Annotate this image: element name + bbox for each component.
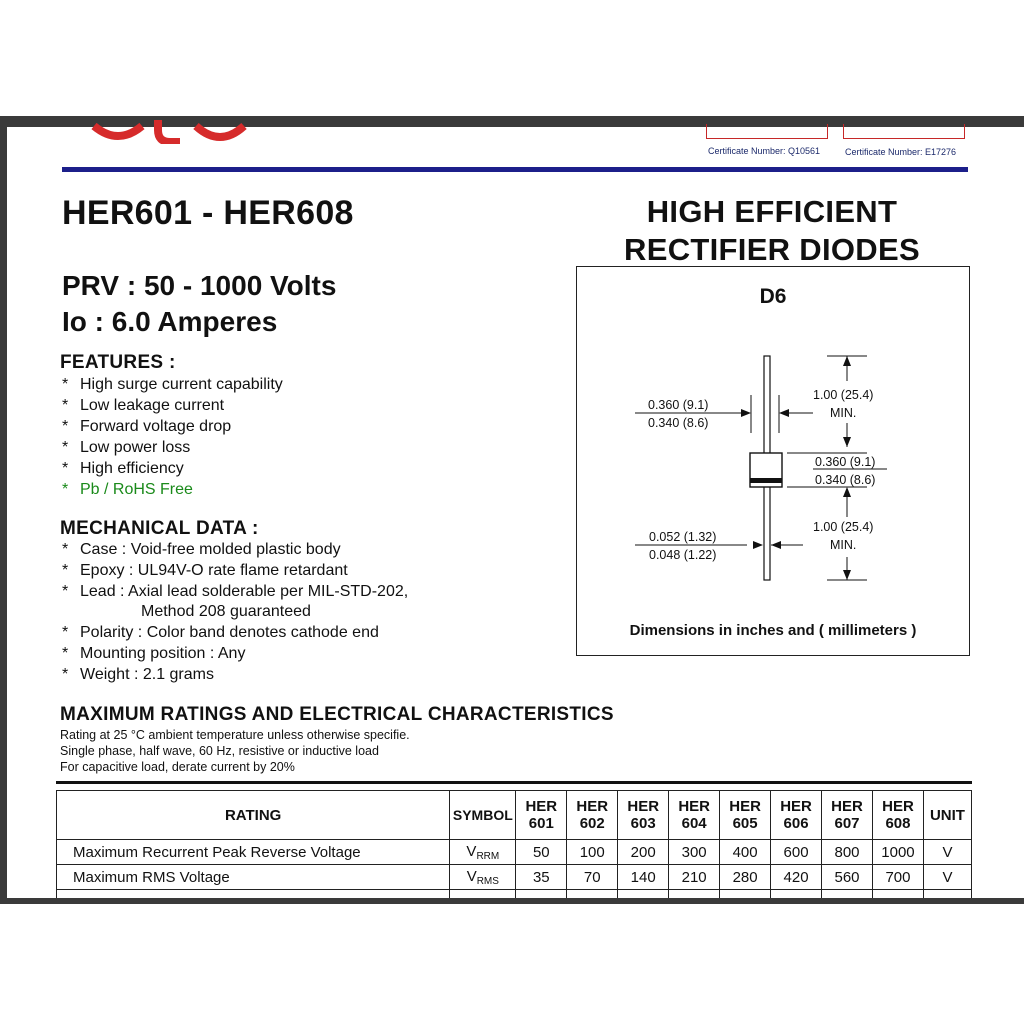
dim-body-length-bottom: 0.340 (8.6) [815, 473, 876, 487]
mechanical-item: * Case : Void-free molded plastic body [62, 541, 341, 558]
package-drawing-box [576, 266, 970, 656]
row-value: 800 [822, 840, 873, 865]
header-symbol: SYMBOL [450, 791, 516, 840]
dim-lead-dia-bottom: 0.340 (8.6) [648, 416, 709, 430]
header-rating: RATING [57, 791, 450, 840]
table-header-row [57, 791, 972, 840]
table-top-rule [56, 781, 972, 784]
row-symbol: $V_{RMS}$ [450, 865, 516, 890]
features-heading: FEATURES : [60, 352, 176, 373]
mechanical-item: * Polarity : Color band denotes cathode end [62, 624, 379, 642]
header-part: HER 606 [771, 791, 822, 840]
row-value: 50 [516, 840, 567, 865]
document-page [0, 116, 1024, 904]
row-value: 140 [618, 865, 669, 890]
feature-item: * Forward voltage drop [62, 418, 232, 435]
row-value: 300 [669, 840, 720, 865]
diode-outline-drawing [577, 267, 969, 655]
dim-body-length-top: 0.360 (9.1) [815, 455, 876, 469]
part-number-range: HER601 - HER608 [62, 194, 354, 232]
ratings-note-2: Single phase, half wave, 60 Hz, resistive or inductive load [60, 744, 379, 758]
certificate-badge-1 [706, 124, 828, 139]
viewer-left-bar [0, 116, 7, 904]
row-value: 210 [669, 865, 720, 890]
dim-wire-dia-bottom: 0.048 (1.22) [649, 548, 717, 562]
product-title-line2: RECTIFIER DIODES [624, 232, 920, 267]
header-part: HER 604 [669, 791, 720, 840]
dim-wire-dia-top: 0.052 (1.32) [649, 530, 717, 544]
mechanical-heading: MECHANICAL DATA : [60, 518, 259, 539]
row-value: 700 [872, 865, 923, 890]
header-part: HER 605 [720, 791, 771, 840]
feature-item: * Low leakage current [62, 397, 225, 414]
row-value: 400 [720, 840, 771, 865]
row-value: 35 [516, 865, 567, 890]
row-value: 560 [822, 865, 873, 890]
dim-lead-length-bottom-min: MIN. [830, 538, 857, 552]
mechanical-list [60, 540, 408, 686]
io-spec: Io : 6.0 Amperes [62, 306, 278, 337]
feature-item: * High surge current capability [62, 376, 283, 393]
feature-item-rohs: * Pb / RoHS Free [62, 481, 193, 498]
ratings-note-3: For capacitive load, derate current by 20% [60, 760, 295, 774]
row-symbol: $V_{RRM}$ [450, 840, 516, 865]
row-value: 200 [618, 840, 669, 865]
row-unit: V [923, 840, 971, 865]
features-list [60, 374, 283, 500]
mechanical-item: * Lead : Axial lead solderable per MIL-STD-202, [62, 582, 409, 600]
mechanical-item: * Weight : 2.1 grams [62, 665, 214, 683]
dimensions-caption: Dimensions in inches and ( millimeters ) [629, 622, 917, 639]
row-value: 600 [771, 840, 822, 865]
table-row [57, 865, 972, 890]
feature-item: * High efficiency [62, 460, 184, 477]
row-rating: Maximum Recurrent Peak Reverse Voltage [57, 840, 450, 865]
certificate-badge-2 [843, 124, 965, 139]
ratings-table [56, 790, 972, 904]
dim-lead-length-top: 1.00 (25.4) [813, 388, 874, 402]
ratings-heading: MAXIMUM RATINGS AND ELECTRICAL CHARACTERISTICS [60, 704, 614, 725]
table-row [57, 840, 972, 865]
certificate-number-2: Certificate Number: E17276 [845, 147, 957, 157]
header-part: HER 608 [872, 791, 923, 840]
prv-spec: PRV : 50 - 1000 Volts [62, 270, 337, 301]
feature-item: * Low power loss [62, 439, 191, 456]
package-name: D6 [759, 285, 787, 308]
row-value: 420 [771, 865, 822, 890]
certificate-number-1: Certificate Number: Q10561 [708, 146, 821, 156]
row-value: 280 [720, 865, 771, 890]
dim-lead-length-bottom: 1.00 (25.4) [813, 520, 874, 534]
row-rating: Maximum RMS Voltage [57, 865, 450, 890]
header-part: HER 602 [567, 791, 618, 840]
viewer-bottom-bar [0, 898, 1024, 904]
row-value: 1000 [872, 840, 923, 865]
product-title-line1: HIGH EFFICIENT [646, 194, 898, 229]
mechanical-item-continuation: Method 208 guaranteed [141, 603, 311, 621]
dim-lead-length-top-min: MIN. [830, 406, 857, 420]
header-rule [62, 167, 968, 172]
header-part: HER 607 [822, 791, 873, 840]
company-logo [88, 116, 248, 144]
row-value: 100 [567, 840, 618, 865]
row-unit: V [923, 865, 971, 890]
header-part: HER 601 [516, 791, 567, 840]
dim-lead-dia-top: 0.360 (9.1) [648, 398, 709, 412]
mechanical-item: * Epoxy : UL94V-O rate flame retardant [62, 561, 348, 579]
ratings-note-1: Rating at 25 °C ambient temperature unless otherwise specifie. [60, 728, 410, 742]
header-part: HER 603 [618, 791, 669, 840]
row-value: 70 [567, 865, 618, 890]
mechanical-item: * Mounting position : Any [62, 644, 246, 662]
header-unit: UNIT [923, 791, 971, 840]
